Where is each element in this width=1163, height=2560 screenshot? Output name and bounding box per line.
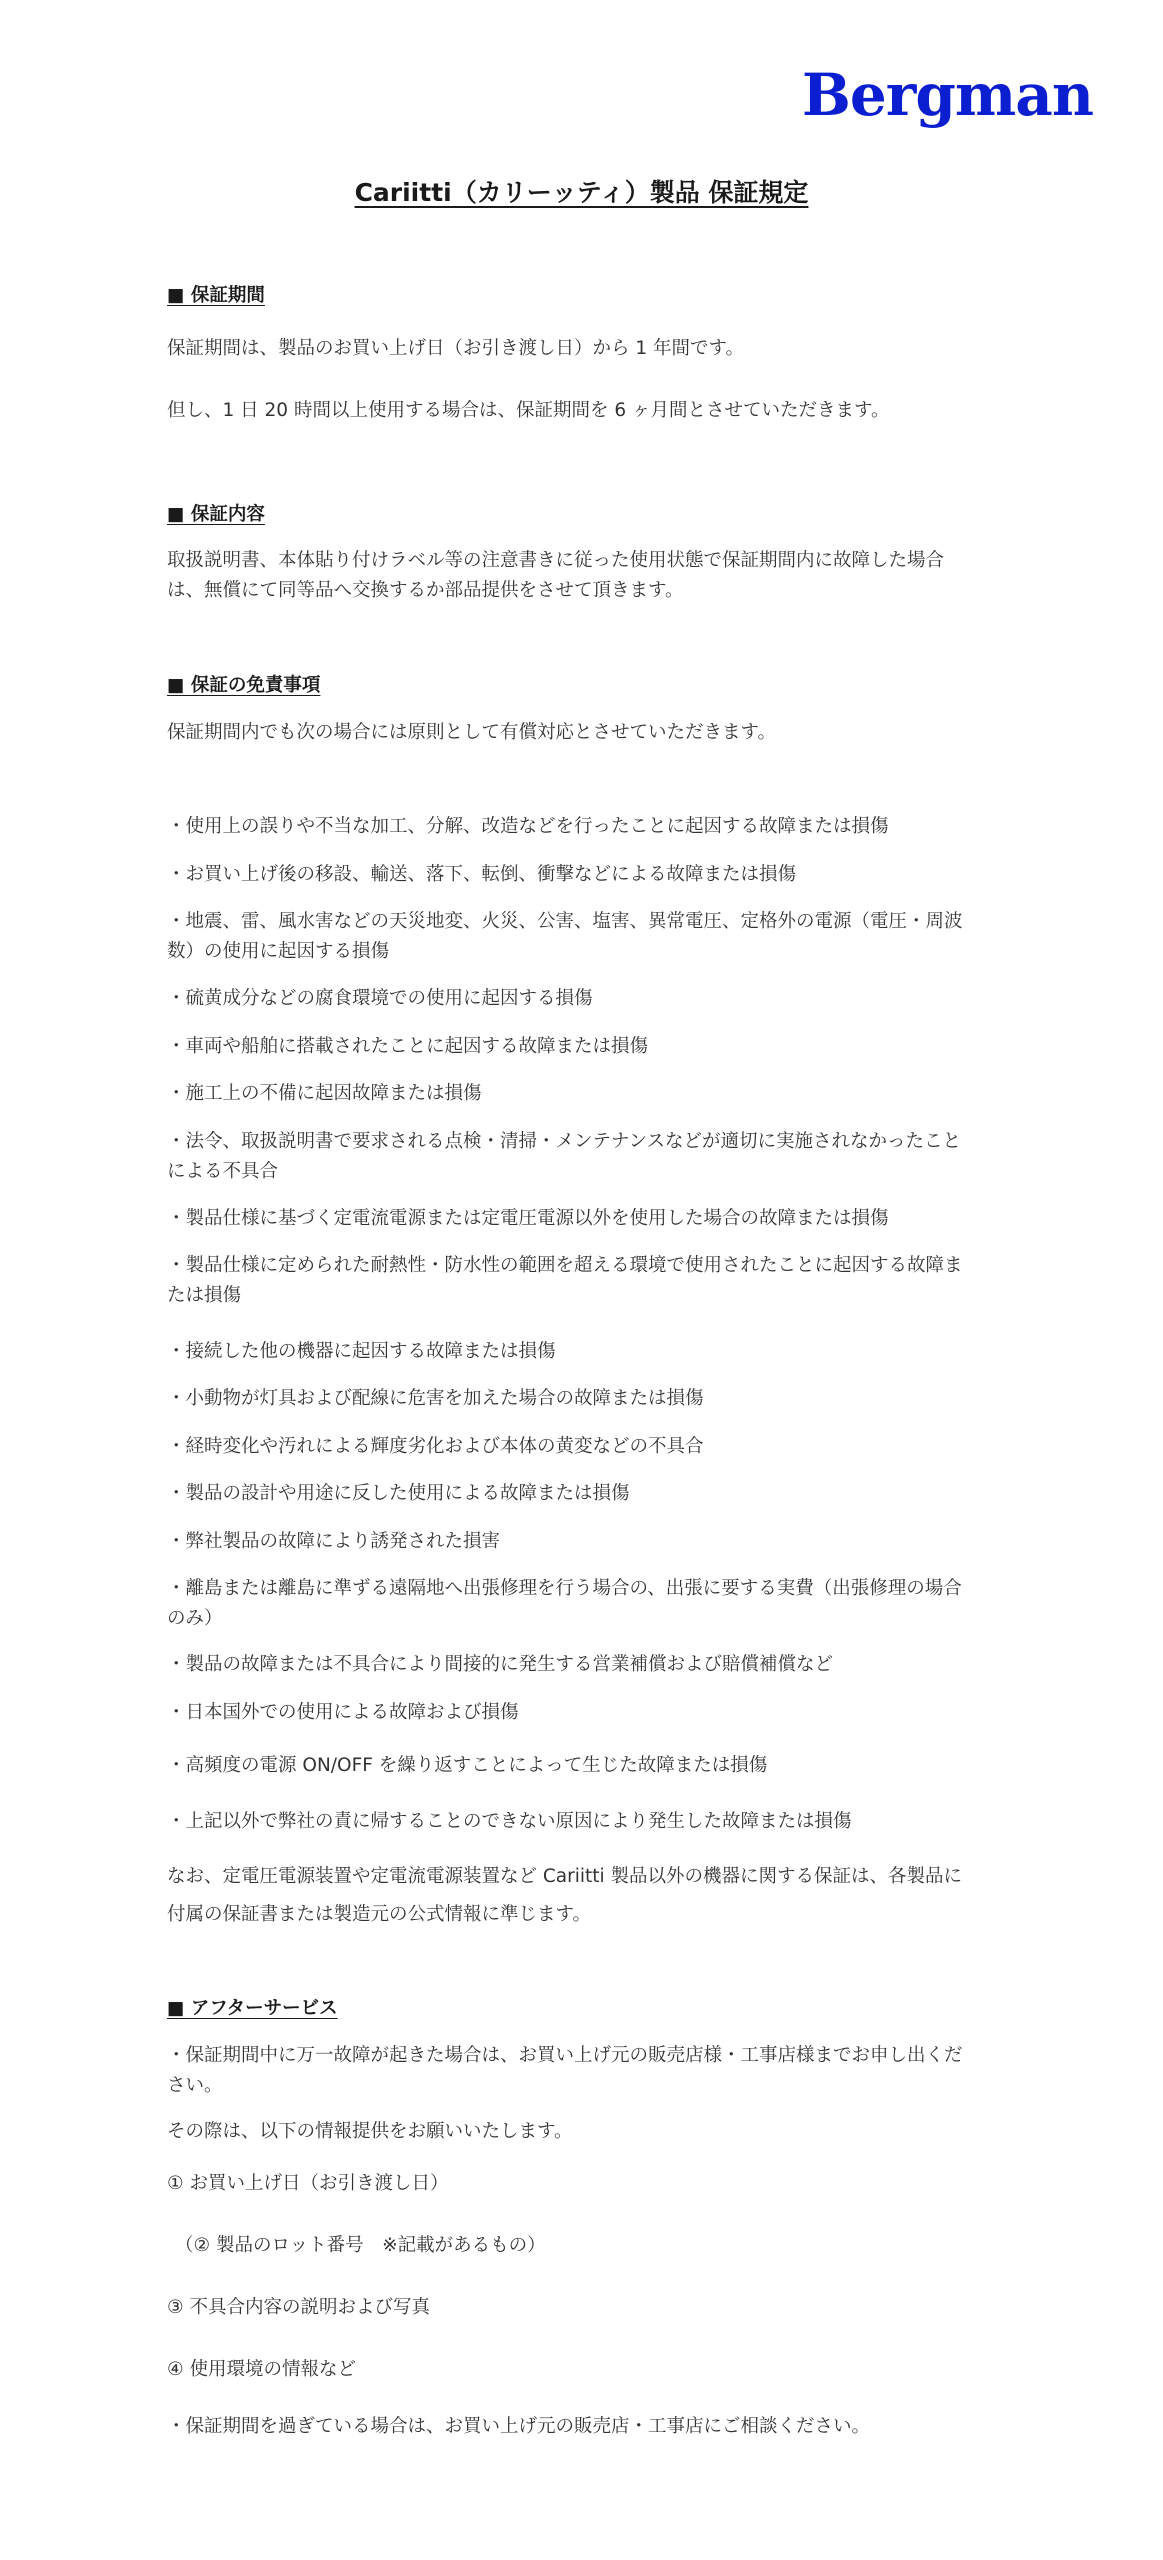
heading-warranty-content: ■ 保証内容: [167, 504, 265, 525]
info-list-item: ① お買い上げ日（お引き渡し日）: [167, 2173, 449, 2194]
exemption-item: ・弊社製品の故障により誘発された損害: [167, 1531, 501, 1552]
heading-exemptions: ■ 保証の免責事項: [167, 675, 321, 696]
exemption-item: ・製品の故障または不具合により間接的に発生する営業補償および賠償補償など: [167, 1654, 834, 1675]
exemption-item: ・高頻度の電源 ON/OFF を繰り返すことによって生じた故障または損傷: [167, 1755, 768, 1776]
brand-logo: Bergman: [801, 61, 1093, 129]
info-list-item: （② 製品のロット番号 ※記載があるもの）: [175, 2235, 546, 2256]
exemption-item: ・経時変化や汚れによる輝度劣化および本体の黄変などの不具合: [167, 1436, 704, 1457]
after-service-expired: ・保証期間を過ぎている場合は、お買い上げ元の販売店・工事店にご相談ください。: [167, 2416, 871, 2437]
exemption-item: ・地震、雷、風水害などの天災地変、火災、公害、塩害、異常電圧、定格外の電源（電圧・周波数）の使用に起因する損傷: [167, 911, 963, 962]
exemptions-note: なお、定電圧電源装置や定電流電源装置など Cariitti 製品以外の機器に関する保証は、各製品に付属の保証書または製造元の公式情報に準じます。: [167, 1866, 963, 1925]
exemption-item: ・施工上の不備に起因故障または損傷: [167, 1083, 482, 1104]
exemption-item: ・硫黄成分などの腐食環境での使用に起因する損傷: [167, 988, 593, 1009]
after-service-request: その際は、以下の情報提供をお願いいたします。: [167, 2121, 573, 2142]
warranty-period-exception: 但し、1 日 20 時間以上使用する場合は、保証期間を 6 ヶ月間とさせていただきます。: [167, 400, 890, 421]
exemption-item: ・製品の設計や用途に反した使用による故障または損傷: [167, 1483, 630, 1504]
document-title: Cariitti（カリーッティ）製品 保証規定: [354, 178, 809, 207]
exemption-item: ・日本国外での使用による故障および損傷: [167, 1702, 519, 1723]
exemption-item: ・製品仕様に定められた耐熱性・防水性の範囲を超える環境で使用されたことに起因する故障または損傷: [167, 1255, 963, 1306]
exemption-item: ・上記以外で弊社の責に帰することのできない原因により発生した故障または損傷: [167, 1811, 852, 1832]
warranty-period-text: 保証期間は、製品のお買い上げ日（お引き渡し日）から 1 年間です。: [167, 338, 745, 359]
exemption-item: ・法令、取扱説明書で要求される点検・清掃・メンテナンスなどが適切に実施されなかったことによる不具合: [167, 1131, 962, 1182]
exemption-item: ・接続した他の機器に起因する故障または損傷: [167, 1341, 556, 1362]
exemption-item: ・小動物が灯具および配線に危害を加えた場合の故障または損傷: [167, 1388, 704, 1409]
exemption-item: ・車両や船舶に搭載されたことに起因する故障または損傷: [167, 1036, 649, 1057]
exemption-item: ・製品仕様に基づく定電流電源または定電圧電源以外を使用した場合の故障または損傷: [167, 1208, 889, 1229]
warranty-content-text: 取扱説明書、本体貼り付けラベル等の注意書きに従った使用状態で保証期間内に故障した場合は、無償にて同等品へ交換するか部品提供をさせて頂きます。: [167, 550, 945, 601]
info-list-item: ③ 不具合内容の説明および写真: [167, 2297, 430, 2318]
exemption-item: ・離島または離島に準ずる遠隔地へ出張修理を行う場合の、出張に要する実費（出張修理の場合のみ）: [167, 1578, 962, 1629]
exemption-item: ・使用上の誤りや不当な加工、分解、改造などを行ったことに起因する故障または損傷: [167, 816, 889, 837]
heading-after-service: ■ アフターサービス: [167, 1998, 338, 2019]
exemption-item: ・お買い上げ後の移設、輸送、落下、転倒、衝撃などによる故障または損傷: [167, 864, 797, 885]
after-service-text: ・保証期間中に万一故障が起きた場合は、お買い上げ元の販売店様・工事店様までお申し出ください。: [167, 2045, 963, 2096]
info-list-item: ④ 使用環境の情報など: [167, 2359, 356, 2380]
exemptions-intro: 保証期間内でも次の場合には原則として有償対応とさせていただきます。: [167, 722, 777, 743]
heading-warranty-period: ■ 保証期間: [167, 285, 265, 306]
